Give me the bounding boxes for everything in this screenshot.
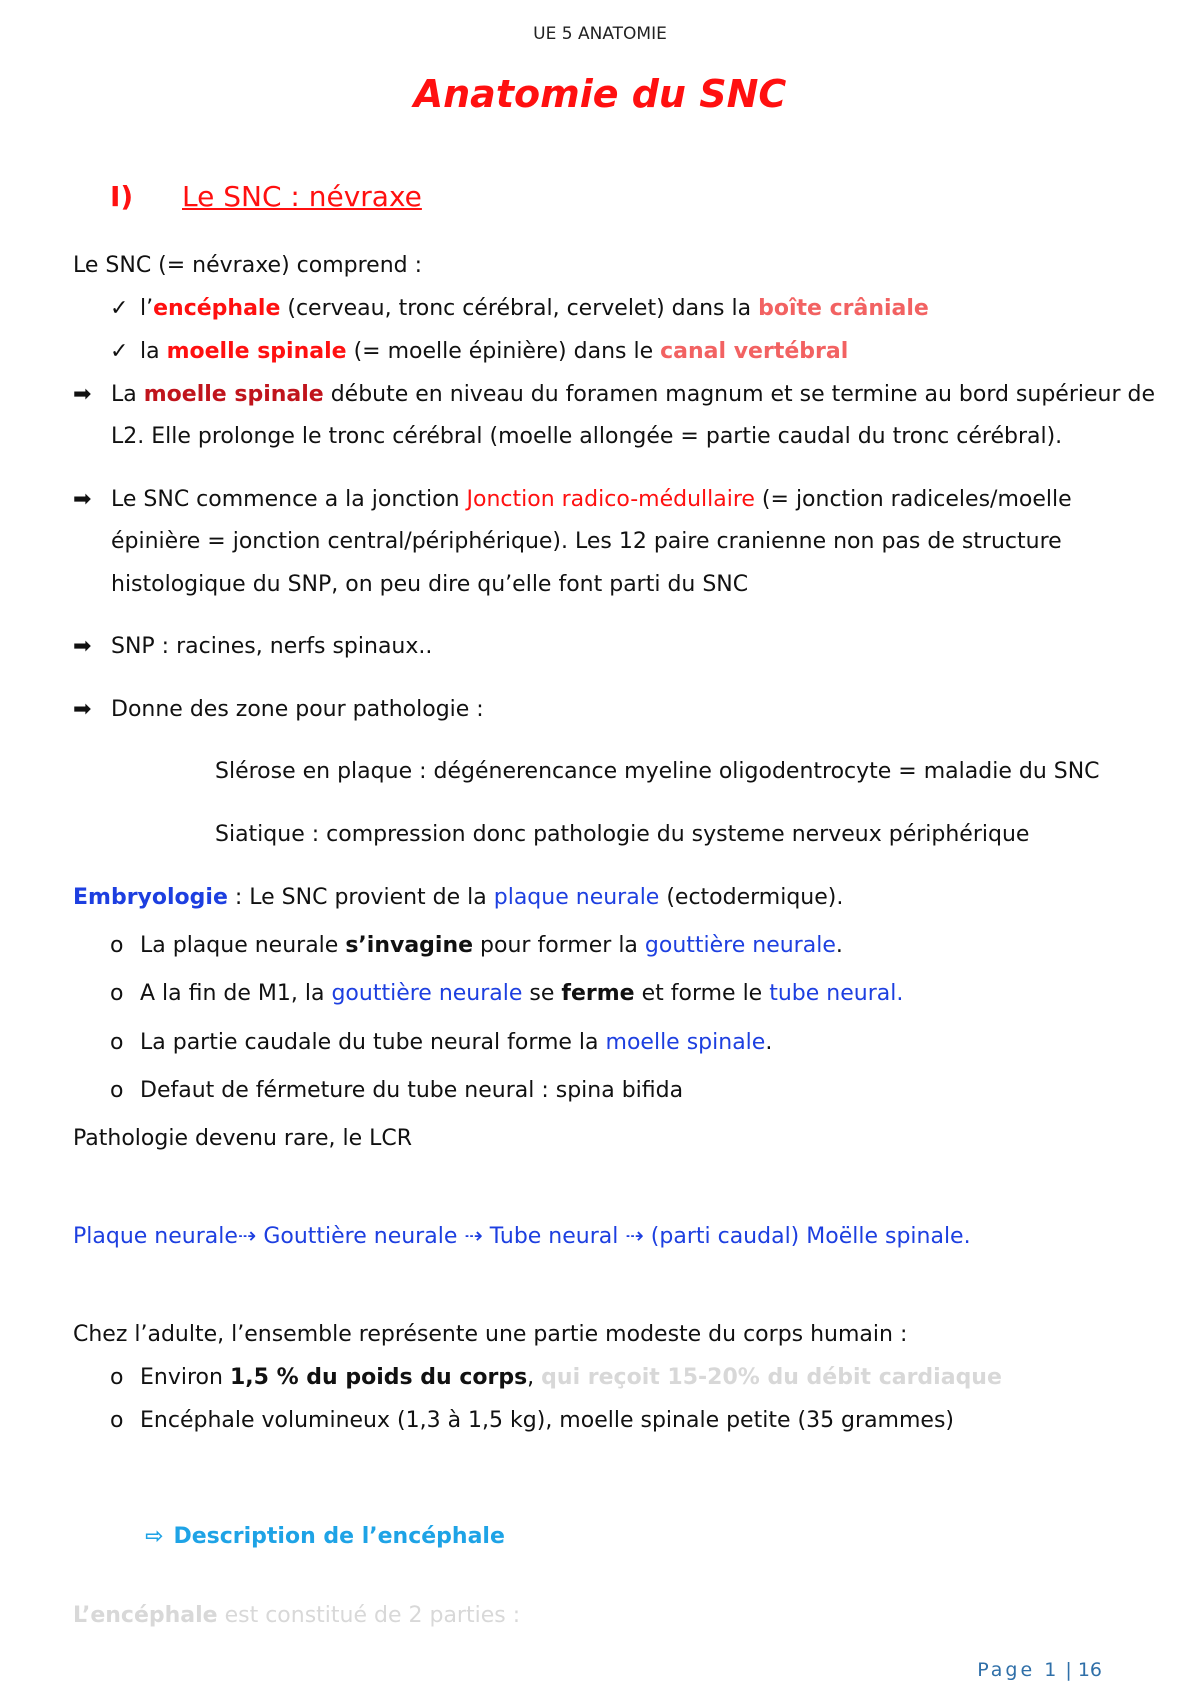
hollow-arrow-icon: ⇨ — [145, 1524, 164, 1549]
page-header: UE 5 ANATOMIE — [533, 24, 667, 44]
section-title: Le SNC : névraxe — [182, 180, 422, 213]
pathology-example: Slérose en plaque : dégénerencance myeline oligodentrocyte = maladie du SNC — [215, 759, 1100, 784]
pathology-note: Pathologie devenu rare, le LCR — [73, 1126, 413, 1151]
arrow-paragraph: ➡ La moelle spinale débute en niveau du foramen magnum et se termine au bord supérieur de — [73, 380, 1155, 410]
subsection-heading: ⇨ Description de l’encéphale — [145, 1524, 505, 1549]
development-sequence: Plaque neurale⇢ Gouttière neurale ⇢ Tube neural ⇢ (parti caudal) Moëlle spinale. — [73, 1224, 971, 1249]
embryology-label: Embryologie — [73, 885, 228, 910]
arrow-right-icon: ➡ — [73, 697, 92, 722]
list-item: o Encéphale volumineux (1,3 à 1,5 kg), moelle spinale petite (35 grammes) — [110, 1406, 954, 1436]
list-item: o La partie caudale du tube neural forme la moelle spinale. — [110, 1028, 772, 1058]
page-number-footer: Page 1 | 16 — [977, 1659, 1102, 1681]
arrow-paragraph: ➡ Donne des zone pour pathologie : — [73, 695, 484, 725]
total-pages: 16 — [1077, 1659, 1102, 1681]
section-heading — [110, 180, 422, 213]
intro-text: Le SNC (= névraxe) comprend : — [73, 253, 423, 278]
checkmark-icon: ✓ — [110, 339, 129, 364]
check-item: ✓ l’encéphale (cerveau, tronc cérébral, cervelet) dans la boîte crâniale — [110, 294, 929, 324]
document-title: Anatomie du SNC — [413, 72, 787, 116]
bullet-circle-icon: o — [110, 1408, 124, 1433]
arrow-right-icon: ➡ — [73, 634, 92, 659]
adult-paragraph: Chez l’adulte, l’ensemble représente une partie modeste du corps humain : — [73, 1322, 908, 1347]
section-number: I) — [110, 180, 134, 213]
bullet-circle-icon: o — [110, 981, 124, 1006]
checkmark-icon: ✓ — [110, 296, 129, 321]
list-item: o A la fin de M1, la gouttière neurale se ferme et forme le tube neural. — [110, 979, 903, 1009]
bullet-circle-icon: o — [110, 1078, 124, 1103]
arrow-paragraph: ➡ Le SNC commence a la jonction Jonction radico-médullaire (= jonction radiceles/moelle — [73, 485, 1072, 515]
embryology-paragraph: Embryologie : Le SNC provient de la plaque neurale (ectodermique). — [73, 885, 844, 910]
arrow-paragraph-continued: L2. Elle prolonge le tronc cérébral (moelle allongée = partie caudal du tronc cérébral). — [111, 424, 1063, 449]
arrow-right-icon: ➡ — [73, 487, 92, 512]
list-item: o Defaut de férmeture du tube neural : spina bifida — [110, 1076, 683, 1106]
arrow-right-icon: ➡ — [73, 382, 92, 407]
arrow-paragraph-continued: épinière = jonction central/périphérique). Les 12 paire cranienne non pas de structure — [111, 529, 1062, 554]
arrow-paragraph-continued: histologique du SNP, on peu dire qu’elle font parti du SNC — [111, 572, 749, 597]
bullet-circle-icon: o — [110, 1365, 124, 1390]
list-item: o Environ 1,5 % du poids du corps, qui reçoit 15-20% du débit cardiaque — [110, 1363, 1002, 1393]
bullet-circle-icon: o — [110, 1030, 124, 1055]
faded-paragraph: L’encéphale est constitué de 2 parties : — [73, 1603, 521, 1628]
bullet-circle-icon: o — [110, 933, 124, 958]
list-item: o La plaque neurale s’invagine pour former la gouttière neurale. — [110, 931, 843, 961]
check-item: ✓ la moelle spinale (= moelle épinière) dans le canal vertébral — [110, 337, 848, 367]
pathology-example: Siatique : compression donc pathologie du systeme nerveux périphérique — [215, 822, 1030, 847]
arrow-paragraph: ➡ SNP : racines, nerfs spinaux.. — [73, 632, 432, 662]
current-page: 1 — [1044, 1659, 1060, 1681]
